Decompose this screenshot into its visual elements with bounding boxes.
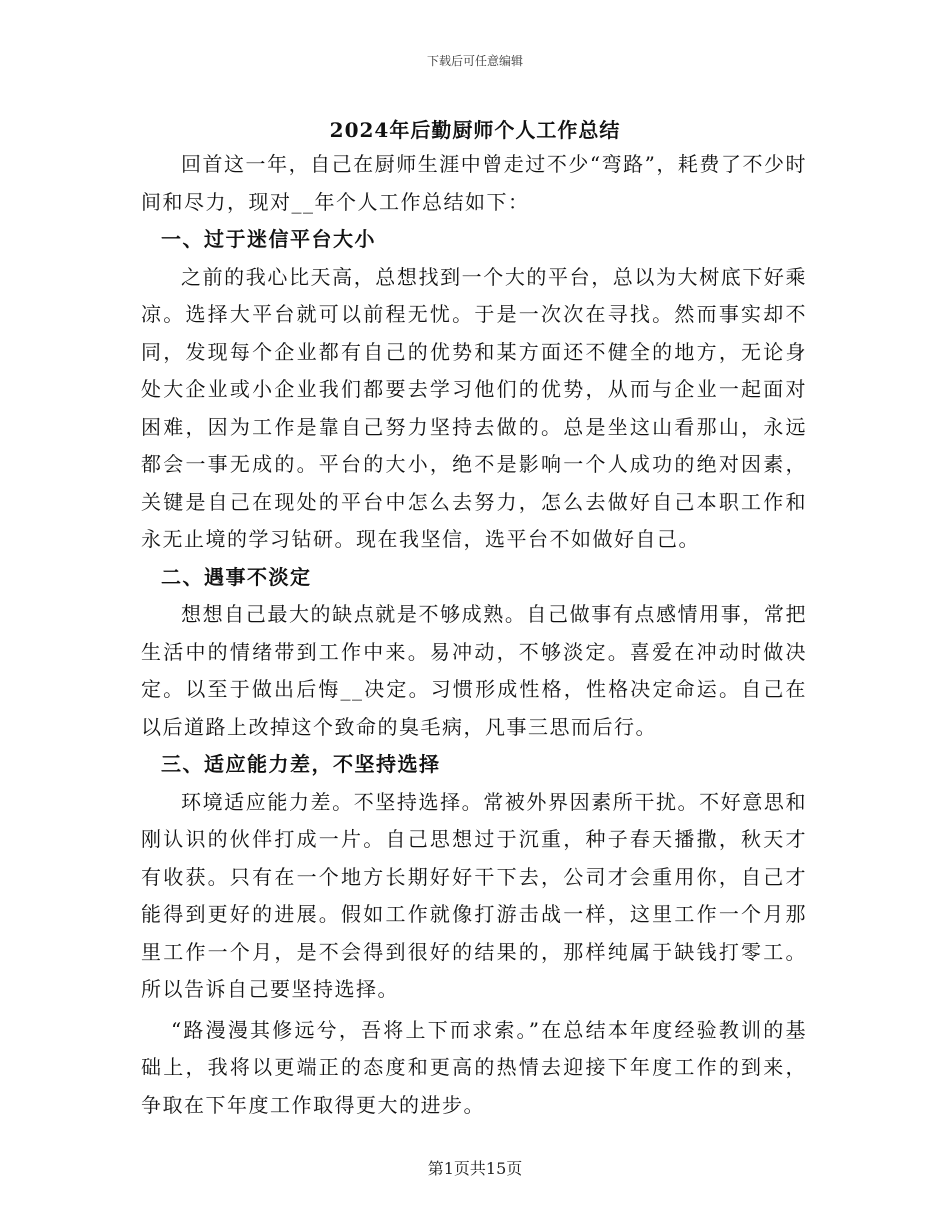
closing-paragraph: “路漫漫其修远兮，吾将上下而求索。”在总结本年度经验教训的基础上，我将以更端正的态度和更高的热情去迎接下年度工作的到来，争取在下年度工作取得更大的进步。 bbox=[141, 1017, 807, 1117]
document-body bbox=[141, 146, 807, 1124]
page-number: 第1页共15页 bbox=[427, 1159, 523, 1178]
section-heading-2: 二、遇事不淡定 bbox=[161, 564, 312, 589]
document-title: 2024年后勤厨师个人工作总结 bbox=[329, 118, 621, 142]
section-body-1: 之前的我心比天高，总想找到一个大的平台，总以为大树底下好乘凉。选择大平台就可以前程无忧。于是一次次在寻找。然而事实却不同，发现每个企业都有自己的优势和某方面还不健全的地方，无论身处大企业或小企业我们都要去学习他们的优势，从而与企业一起面对困难，因为工作是靠自己努力坚持去做的。总是坐这山看那山，永远都会一事无成的。平台的大小，绝不是影响一个人成功的绝对因素，关键是自己在现处的平台中怎么去努力，怎么去做好自己本职工作和永无止境的学习钻研。现在我坚信，选平台不如做好自己。 bbox=[141, 264, 807, 551]
section-heading-3: 三、适应能力差，不坚持选择 bbox=[161, 752, 441, 776]
section-heading-1: 一、过于迷信平台大小 bbox=[161, 227, 376, 251]
section-body-2: 想想自己最大的缺点就是不够成熟。自己做事有点感情用事，常把生活中的情绪带到工作中来。易冲动，不够淡定。喜爱在冲动时做决定。以至于做出后悔__决定。习惯形成性格，性格决定命运。自己在以后道路上改掉这个致命的臭毛病，凡事三思而后行。 bbox=[141, 602, 807, 739]
header-note: 下载后可任意编辑 bbox=[426, 54, 523, 68]
section-body-3: 环境适应能力差。不坚持选择。常被外界因素所干扰。不好意思和刚认识的伙伴打成一片。自己思想过于沉重，种子春天播撒，秋天才有收获。只有在一个地方长期好好干下去，公司才会重用你，自己才能得到更好的进展。假如工作就像打游击战一样，这里工作一个月那里工作一个月，是不会得到很好的结果的，那样纯属于缺钱打零工。所以告诉自己要坚持选择。 bbox=[141, 789, 807, 1001]
intro-paragraph: 回首这一年，自己在厨师生涯中曾走过不少“弯路”，耗费了不少时间和尽力，现对__年个人工作总结如下： bbox=[141, 152, 807, 214]
